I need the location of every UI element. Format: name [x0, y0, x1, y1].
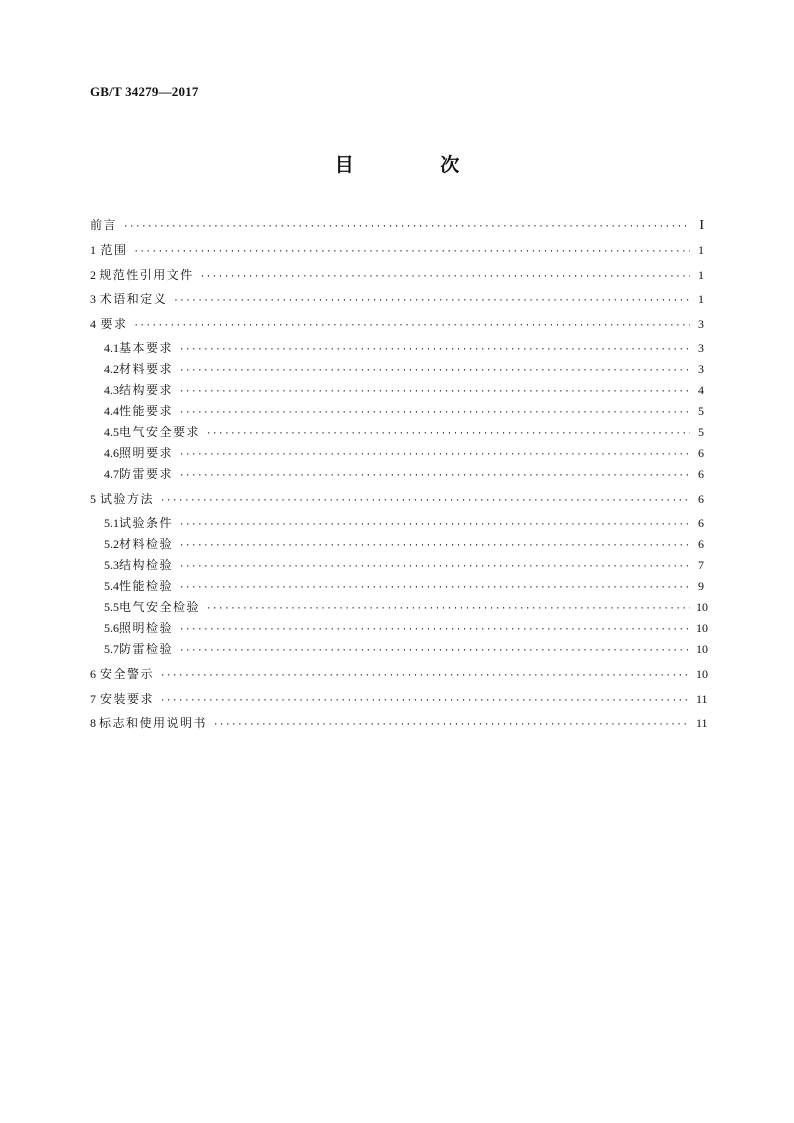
toc-entry-page: 6 [698, 467, 704, 481]
toc-entry-page: 6 [698, 446, 704, 460]
toc-entry-page: 6 [698, 492, 704, 506]
toc-entry[interactable] [104, 617, 708, 639]
toc-entry-number: 4.7 [104, 467, 119, 481]
toc-entry-number: 5.6 [104, 621, 119, 635]
toc-entry[interactable] [104, 379, 704, 401]
toc-leader-dots [179, 640, 690, 662]
toc-entry-number: 7 [90, 692, 96, 706]
toc-entry-number: 5.3 [104, 558, 119, 572]
toc-leader-dots [134, 241, 691, 263]
toc-entry[interactable] [90, 214, 704, 236]
toc-leader-dots [134, 315, 691, 337]
toc-entry-label: 安装要求 [99, 692, 154, 706]
toc-leader-dots [200, 266, 690, 288]
toc-entry-label: 结构要求 [119, 383, 174, 397]
toc-entry[interactable] [104, 442, 704, 464]
toc-entry[interactable] [104, 554, 704, 576]
toc-entry-number: 5.7 [104, 642, 119, 656]
toc-entry-page: 11 [696, 692, 708, 706]
toc-entry-number: 1 [90, 243, 96, 257]
toc-entry[interactable] [90, 288, 704, 310]
toc-entry-number: 5 [90, 492, 96, 506]
toc-entry[interactable] [90, 313, 704, 335]
toc-entry-page: 9 [698, 579, 704, 593]
toc-entry[interactable] [90, 663, 708, 685]
toc-entry[interactable] [90, 688, 708, 710]
toc-entry-label: 防雷检验 [119, 642, 174, 656]
toc-entry-number: 2 [90, 268, 96, 282]
toc-entry-page: 10 [696, 600, 708, 614]
toc-entry-label: 照明要求 [119, 446, 174, 460]
standard-code: GB/T 34279—2017 [90, 84, 199, 99]
toc-entry-number: 4.5 [104, 425, 119, 439]
toc-leader-dots [173, 290, 690, 312]
toc-entry-number: 5.5 [104, 600, 119, 614]
toc-entry-page: 1 [698, 268, 704, 282]
toc-entry[interactable] [90, 712, 708, 734]
toc-entry-label: 范围 [100, 243, 128, 257]
toc-entry-page: 6 [698, 537, 704, 551]
toc-leader-dots [160, 490, 690, 512]
toc-entry-label: 结构检验 [119, 558, 174, 572]
toc-entry-page: 3 [698, 362, 704, 376]
toc-entry-page: 1 [698, 292, 704, 306]
toc-leader-dots [160, 690, 690, 712]
toc-entry[interactable] [104, 575, 704, 597]
toc-entry[interactable] [104, 512, 704, 534]
toc-entry-page: 3 [698, 341, 704, 355]
toc-entry-label: 材料要求 [119, 362, 174, 376]
toc-entry-label: 电气安全要求 [119, 425, 201, 439]
toc-entry-page: 10 [696, 642, 708, 656]
toc-entry-label: 安全警示 [99, 667, 154, 681]
toc-entry[interactable] [104, 400, 704, 422]
toc-entry[interactable] [104, 358, 704, 380]
toc-entry-label: 试验条件 [119, 516, 174, 530]
toc-entry[interactable] [104, 533, 704, 555]
toc-entry-page: 4 [698, 383, 704, 397]
toc-entry-number: 4.3 [104, 383, 119, 397]
toc-entry-page: 6 [698, 516, 704, 530]
toc-entry-number: 5.2 [104, 537, 119, 551]
toc-entry[interactable] [104, 421, 704, 443]
toc-entry-label: 试验方法 [99, 492, 154, 506]
toc-leader-dots [123, 216, 690, 238]
toc-entry-label: 术语和定义 [99, 292, 168, 306]
toc-entry-page: 11 [696, 716, 708, 730]
toc-entry-label: 性能检验 [119, 579, 174, 593]
toc-entry-page: 10 [696, 621, 708, 635]
toc-entry-number: 6 [90, 667, 96, 681]
toc-entry-label: 要求 [100, 317, 128, 331]
toc-entry-label: 前言 [90, 218, 118, 232]
toc-entry-label: 基本要求 [119, 341, 174, 355]
toc-leader-dots [213, 714, 690, 736]
toc-entry-label: 标志和使用说明书 [98, 716, 207, 730]
toc-entry-page: 1 [698, 243, 704, 257]
toc-entry-number: 4.6 [104, 446, 119, 460]
toc-entry-page: 5 [698, 404, 704, 418]
toc-entry-number: 4 [90, 317, 96, 331]
toc-entry-number: 8 [90, 716, 96, 730]
toc-entry[interactable] [90, 239, 704, 261]
toc-entry-number: 3 [90, 292, 96, 306]
toc-entry-label: 规范性引用文件 [99, 268, 194, 282]
toc-leader-dots [160, 665, 690, 687]
toc-title: 目 次 [334, 154, 500, 176]
toc-entry-number: 5.4 [104, 579, 119, 593]
toc-entry-number: 4.4 [104, 404, 119, 418]
toc-entry-page: 3 [698, 317, 704, 331]
toc-entry-label: 材料检验 [119, 537, 174, 551]
toc-entry-label: 防雷要求 [119, 467, 174, 481]
toc-entry-number: 4.1 [104, 341, 119, 355]
toc-entry-label: 照明检验 [119, 621, 174, 635]
toc-entry-page: 5 [698, 425, 704, 439]
toc-entry[interactable] [90, 488, 704, 510]
toc-entry-label: 性能要求 [119, 404, 174, 418]
toc-entry-number: 4.2 [104, 362, 119, 376]
toc-leader-dots [179, 465, 690, 487]
toc-entry[interactable] [104, 337, 704, 359]
toc-entry-number: 5.1 [104, 516, 119, 530]
toc-entry[interactable] [104, 596, 708, 618]
toc-entry-page: 7 [698, 558, 704, 572]
toc-entry-page: I [699, 218, 704, 233]
toc-entry[interactable] [104, 463, 704, 485]
toc-entry[interactable] [90, 264, 704, 286]
toc-entry-page: 10 [696, 667, 708, 681]
toc-entry[interactable] [104, 638, 708, 660]
toc-entry-label: 电气安全检验 [119, 600, 201, 614]
